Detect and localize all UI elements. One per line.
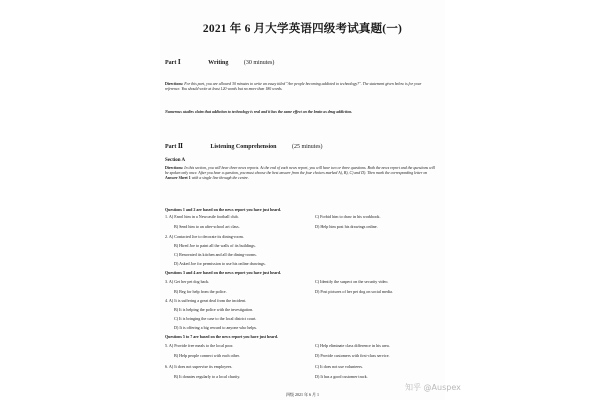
part1-label: Part Ⅰ — [165, 60, 181, 66]
part2-name: Listening Comprehension — [210, 144, 277, 150]
q3-choice-c: C) Identify the suspect on the security video. — [315, 279, 389, 284]
section-a-heading: Section A — [165, 158, 186, 163]
q1-choice-d: D) Help him post his drawings online. — [315, 224, 378, 229]
q4-choice-b: B) It is helping the police with the investigation. — [174, 307, 254, 312]
q3-choice-a: 3. A) Get her pet dog back. — [165, 279, 210, 284]
q5-choice-a: 5. A) Provide free meals to the local poor. — [165, 343, 234, 348]
page-footer: 四级 2021 年 6 月 1 — [286, 392, 319, 397]
q1-choice-b: B) Send him to an after-school art class. — [174, 224, 240, 229]
part1-minutes: (30 minutes) — [243, 60, 275, 66]
q1-choice-a: 1. A) Enrol him in a Newcastle football club. — [165, 214, 239, 219]
part2-directions-text: In this section, you will hear three news reports. At the end of each news report, you will hear two or three questions. Both the news report and the questions will be spoken only once. After you hear a question, you must choose the best answer from the four choices marked A), B), C) and D). Then mark the corresponding letter on — [165, 166, 435, 176]
q1-choice-c: C) Forbid him to draw in his workbook. — [315, 214, 381, 219]
part2-label: Part Ⅱ — [165, 144, 183, 150]
q5-choice-b: B) Help people connect with each other. — [174, 353, 240, 358]
part1-directions — [165, 82, 437, 92]
q5-choice-c: C) Help eliminate class difference in his area. — [315, 343, 390, 348]
part1-directions-text: For this part, you are allowed 30 minutes to write an essay titled "Are people becoming addicted to technology?". The statement given below is for your reference. You should write at least 120 words but no more than 180 words. — [165, 82, 422, 92]
part2-minutes: (25 minutes) — [291, 144, 323, 150]
q3-choice-b: B) Beg for help from the police. — [174, 289, 227, 294]
q4-choice-a: 4. A) It is suffering a great deal from the incident. — [165, 298, 247, 303]
q2-choice-d: D) Asked Joe for permission to use his online drawings. — [174, 261, 266, 266]
group2-header: Questions 3 and 4 are based on the news report you have just heard. — [165, 270, 282, 275]
part2-heading — [165, 143, 322, 150]
q2-choice-a: 2. A) Contacted Joe to decorate its dining-room. — [165, 234, 244, 239]
q6-choice-d: D) It has a good customer track. — [315, 374, 368, 379]
part2-directions-tail: with a single line through the centre. — [191, 176, 249, 181]
part2-directions — [165, 166, 437, 182]
q3-choice-d: D) Post pictures of her pet dog on social media. — [315, 289, 393, 294]
part2-directions-lead: Directions: — [165, 166, 184, 170]
q6-choice-c: C) It does not use volunteers. — [315, 364, 363, 369]
exam-page — [160, 0, 445, 400]
group1-header: Questions 1 and 2 are based on the news report you have just heard. — [165, 207, 282, 212]
q2-choice-c: C) Renovated its kitchen and all the dining-rooms. — [174, 252, 257, 257]
q6-choice-b: B) It donates regularly to a local charity. — [174, 374, 241, 379]
q6-choice-a: 6. A) It does not supervise its employees. — [165, 364, 233, 369]
q5-choice-d: D) Provide customers with first-class service. — [315, 353, 390, 358]
part1-statement: Numerous studies claim that addiction to technology is real and it has the same effect on the brain as drug addiction. — [165, 110, 353, 114]
page-title: 2021 年 6 月大学英语四级考试真题(一) — [202, 23, 403, 35]
part1-directions-lead: Directions: — [165, 82, 184, 86]
q4-choice-d: D) It is offering a big reward to anyone who helps. — [174, 325, 258, 330]
watermark: 知乎 @Auspex — [405, 383, 461, 392]
part1-heading — [165, 59, 274, 66]
answer-sheet-label: Answer Sheet 1 — [165, 176, 191, 181]
part1-name: Writing — [208, 60, 229, 66]
group3-header: Questions 5 to 7 are based on the news report you have just heard. — [165, 334, 278, 339]
q4-choice-c: C) It is bringing the case to the local district court. — [174, 316, 257, 321]
q2-choice-b: B) Hired Joe to paint all the walls of its buildings. — [174, 243, 256, 248]
